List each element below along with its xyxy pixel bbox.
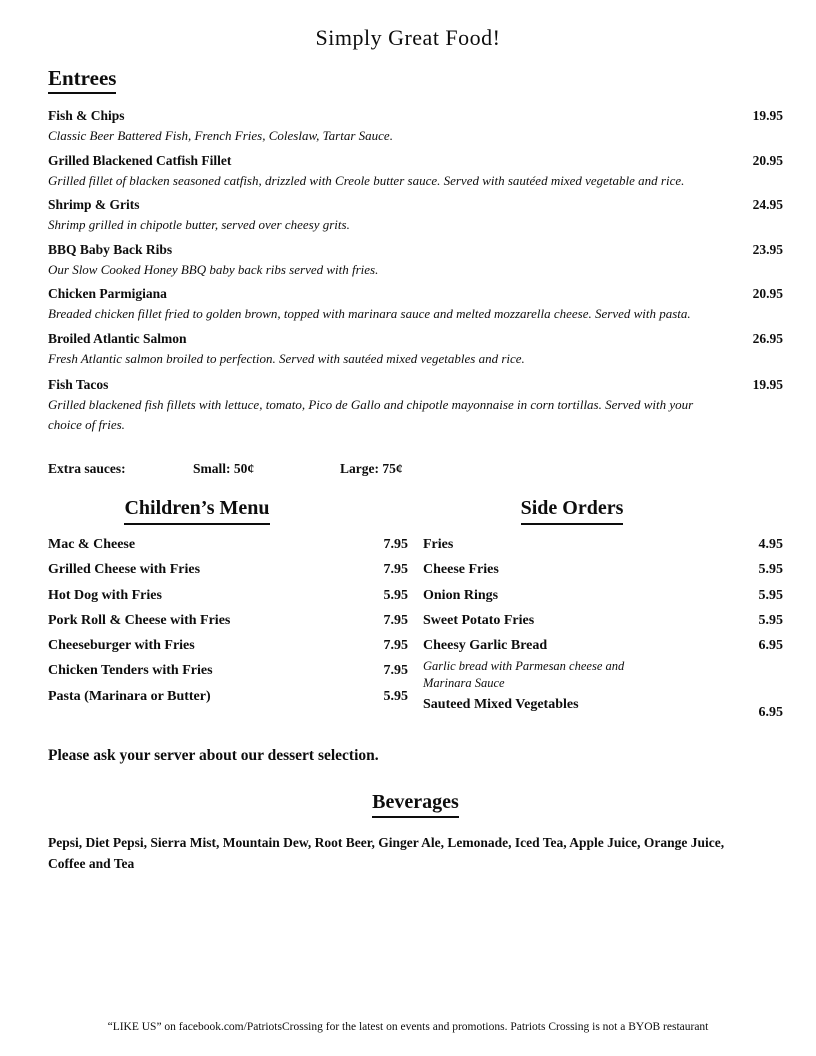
item-price: 6.95: [758, 705, 783, 721]
item-price: 5.95: [758, 612, 783, 628]
menu-item: [423, 692, 783, 725]
item-price: 7.95: [383, 638, 408, 654]
menu-item: [423, 633, 783, 658]
item-price: 7.95: [383, 663, 408, 679]
item-name: Fish Tacos: [48, 377, 109, 392]
menu-item: [48, 151, 783, 191]
item-price: 20.95: [752, 152, 783, 168]
item-price: 19.95: [752, 108, 783, 123]
item-price: 20.95: [752, 286, 783, 301]
childrens-menu-heading: Children’s Menu: [48, 495, 408, 525]
section-entrees: [48, 65, 783, 479]
menu-item: [48, 557, 408, 582]
item-name: Pasta (Marinara or Butter): [48, 688, 211, 704]
item-name: Chicken Parmigiana: [48, 286, 167, 301]
menu-item: [48, 583, 408, 608]
item-description: Grilled fillet of blacken seasoned catfish, drizzled with Creole butter sauce. Served with sautéed mixed vegetable and rice.: [48, 172, 685, 188]
menu-item: [48, 240, 783, 280]
column-gap: [408, 495, 423, 726]
section-childrens-menu: [48, 495, 408, 726]
item-name: Mac & Cheese: [48, 537, 136, 552]
item-price: 5.95: [758, 562, 783, 578]
menu-item: [48, 532, 408, 557]
two-column-section: [48, 495, 783, 726]
beverages-heading: Beverages: [48, 789, 783, 818]
item-name: Hot Dog with Fries: [48, 587, 162, 603]
item-price: 6.95: [758, 638, 783, 654]
item-name: Grilled Cheese with Fries: [48, 562, 201, 578]
beverages-list: Pepsi, Diet Pepsi, Sierra Mist, Mountain Dew, Root Beer, Ginger Ale, Lemonade, Iced Tea, Apple Juice, Orange Juice, Coffee and Tea: [48, 834, 725, 871]
menu-item: [48, 106, 783, 146]
item-description: Fresh Atlantic salmon broiled to perfection. Served with sautéed mixed vegetables and rice.: [48, 350, 525, 366]
menu-item: [48, 284, 783, 324]
item-name: Sauteed Mixed Vegetables: [423, 697, 579, 713]
item-price: 4.95: [758, 537, 783, 552]
menu-item: [48, 633, 408, 658]
menu-item: [48, 658, 408, 683]
item-price: 23.95: [752, 241, 783, 257]
extra-sauces-small: Small: 50¢: [193, 461, 255, 476]
item-description: Breaded chicken fillet fried to golden brown, topped with marinara sauce and melted mozzarella cheese. Served with pasta.: [48, 306, 691, 321]
item-name: BBQ Baby Back Ribs: [48, 241, 173, 257]
menu-item: [423, 583, 783, 608]
item-price: 7.95: [383, 612, 408, 628]
item-description: Our Slow Cooked Honey BBQ baby back ribs served with fries.: [48, 261, 379, 277]
menu-item: [423, 532, 783, 557]
footer-note: “LIKE US” on facebook.com/PatriotsCrossing for the latest on events and promotions. Patriots Crossing is not a BYOB restaurant: [107, 1021, 709, 1033]
item-description: Garlic bread with Parmesan cheese and Marinara Sauce: [423, 659, 625, 691]
menu-item: [48, 375, 783, 434]
section-beverages: [48, 789, 783, 874]
dessert-note: Please ask your server about our dessert selection.: [48, 746, 379, 764]
item-name: Onion Rings: [423, 587, 499, 603]
item-name: Sweet Potato Fries: [423, 612, 535, 628]
item-price: 5.95: [383, 587, 408, 603]
item-name: Fries: [423, 537, 454, 552]
menu-item: [423, 608, 783, 633]
item-price: 5.95: [758, 587, 783, 603]
entrees-list: [48, 106, 783, 434]
item-price: 19.95: [752, 377, 783, 392]
item-description: Grilled blackened fish fillets with lettuce, tomato, Pico de Gallo and chipotle mayonnaise in corn tortillas. Served with your choice of fries.: [48, 397, 694, 432]
item-price: 7.95: [383, 562, 408, 578]
item-name: Cheesy Garlic Bread: [423, 638, 548, 654]
item-name: Grilled Blackened Catfish Fillet: [48, 152, 232, 168]
item-name: Pork Roll & Cheese with Fries: [48, 612, 231, 628]
side-orders-heading: Side Orders: [423, 495, 783, 525]
item-price: 7.95: [383, 537, 408, 552]
item-name: Broiled Atlantic Salmon: [48, 330, 187, 346]
menu-item: [48, 684, 408, 709]
item-description: Shrimp grilled in chipotle butter, served over cheesy grits.: [48, 217, 350, 232]
item-name: Cheese Fries: [423, 562, 499, 578]
entrees-heading: Entrees: [48, 65, 783, 94]
item-name: Cheeseburger with Fries: [48, 638, 195, 654]
item-name: Chicken Tenders with Fries: [48, 663, 213, 679]
section-side-orders: [423, 495, 783, 726]
menu-item: [48, 329, 783, 369]
menu-item: [48, 195, 783, 235]
item-name: Shrimp & Grits: [48, 197, 140, 212]
extra-sauces-line: [48, 459, 783, 479]
item-description: Classic Beer Battered Fish, French Fries, Coleslaw, Tartar Sauce.: [48, 128, 393, 143]
page-title: Simply Great Food!: [315, 25, 501, 50]
extra-sauces-label: Extra sauces:: [48, 461, 126, 476]
item-price: 5.95: [383, 688, 408, 704]
menu-item: [423, 557, 783, 582]
item-name: Fish & Chips: [48, 108, 125, 123]
extra-sauces-large: Large: 75¢: [340, 461, 403, 476]
item-price: 24.95: [752, 197, 783, 212]
item-price: 26.95: [752, 330, 783, 346]
menu-item: [48, 608, 408, 633]
